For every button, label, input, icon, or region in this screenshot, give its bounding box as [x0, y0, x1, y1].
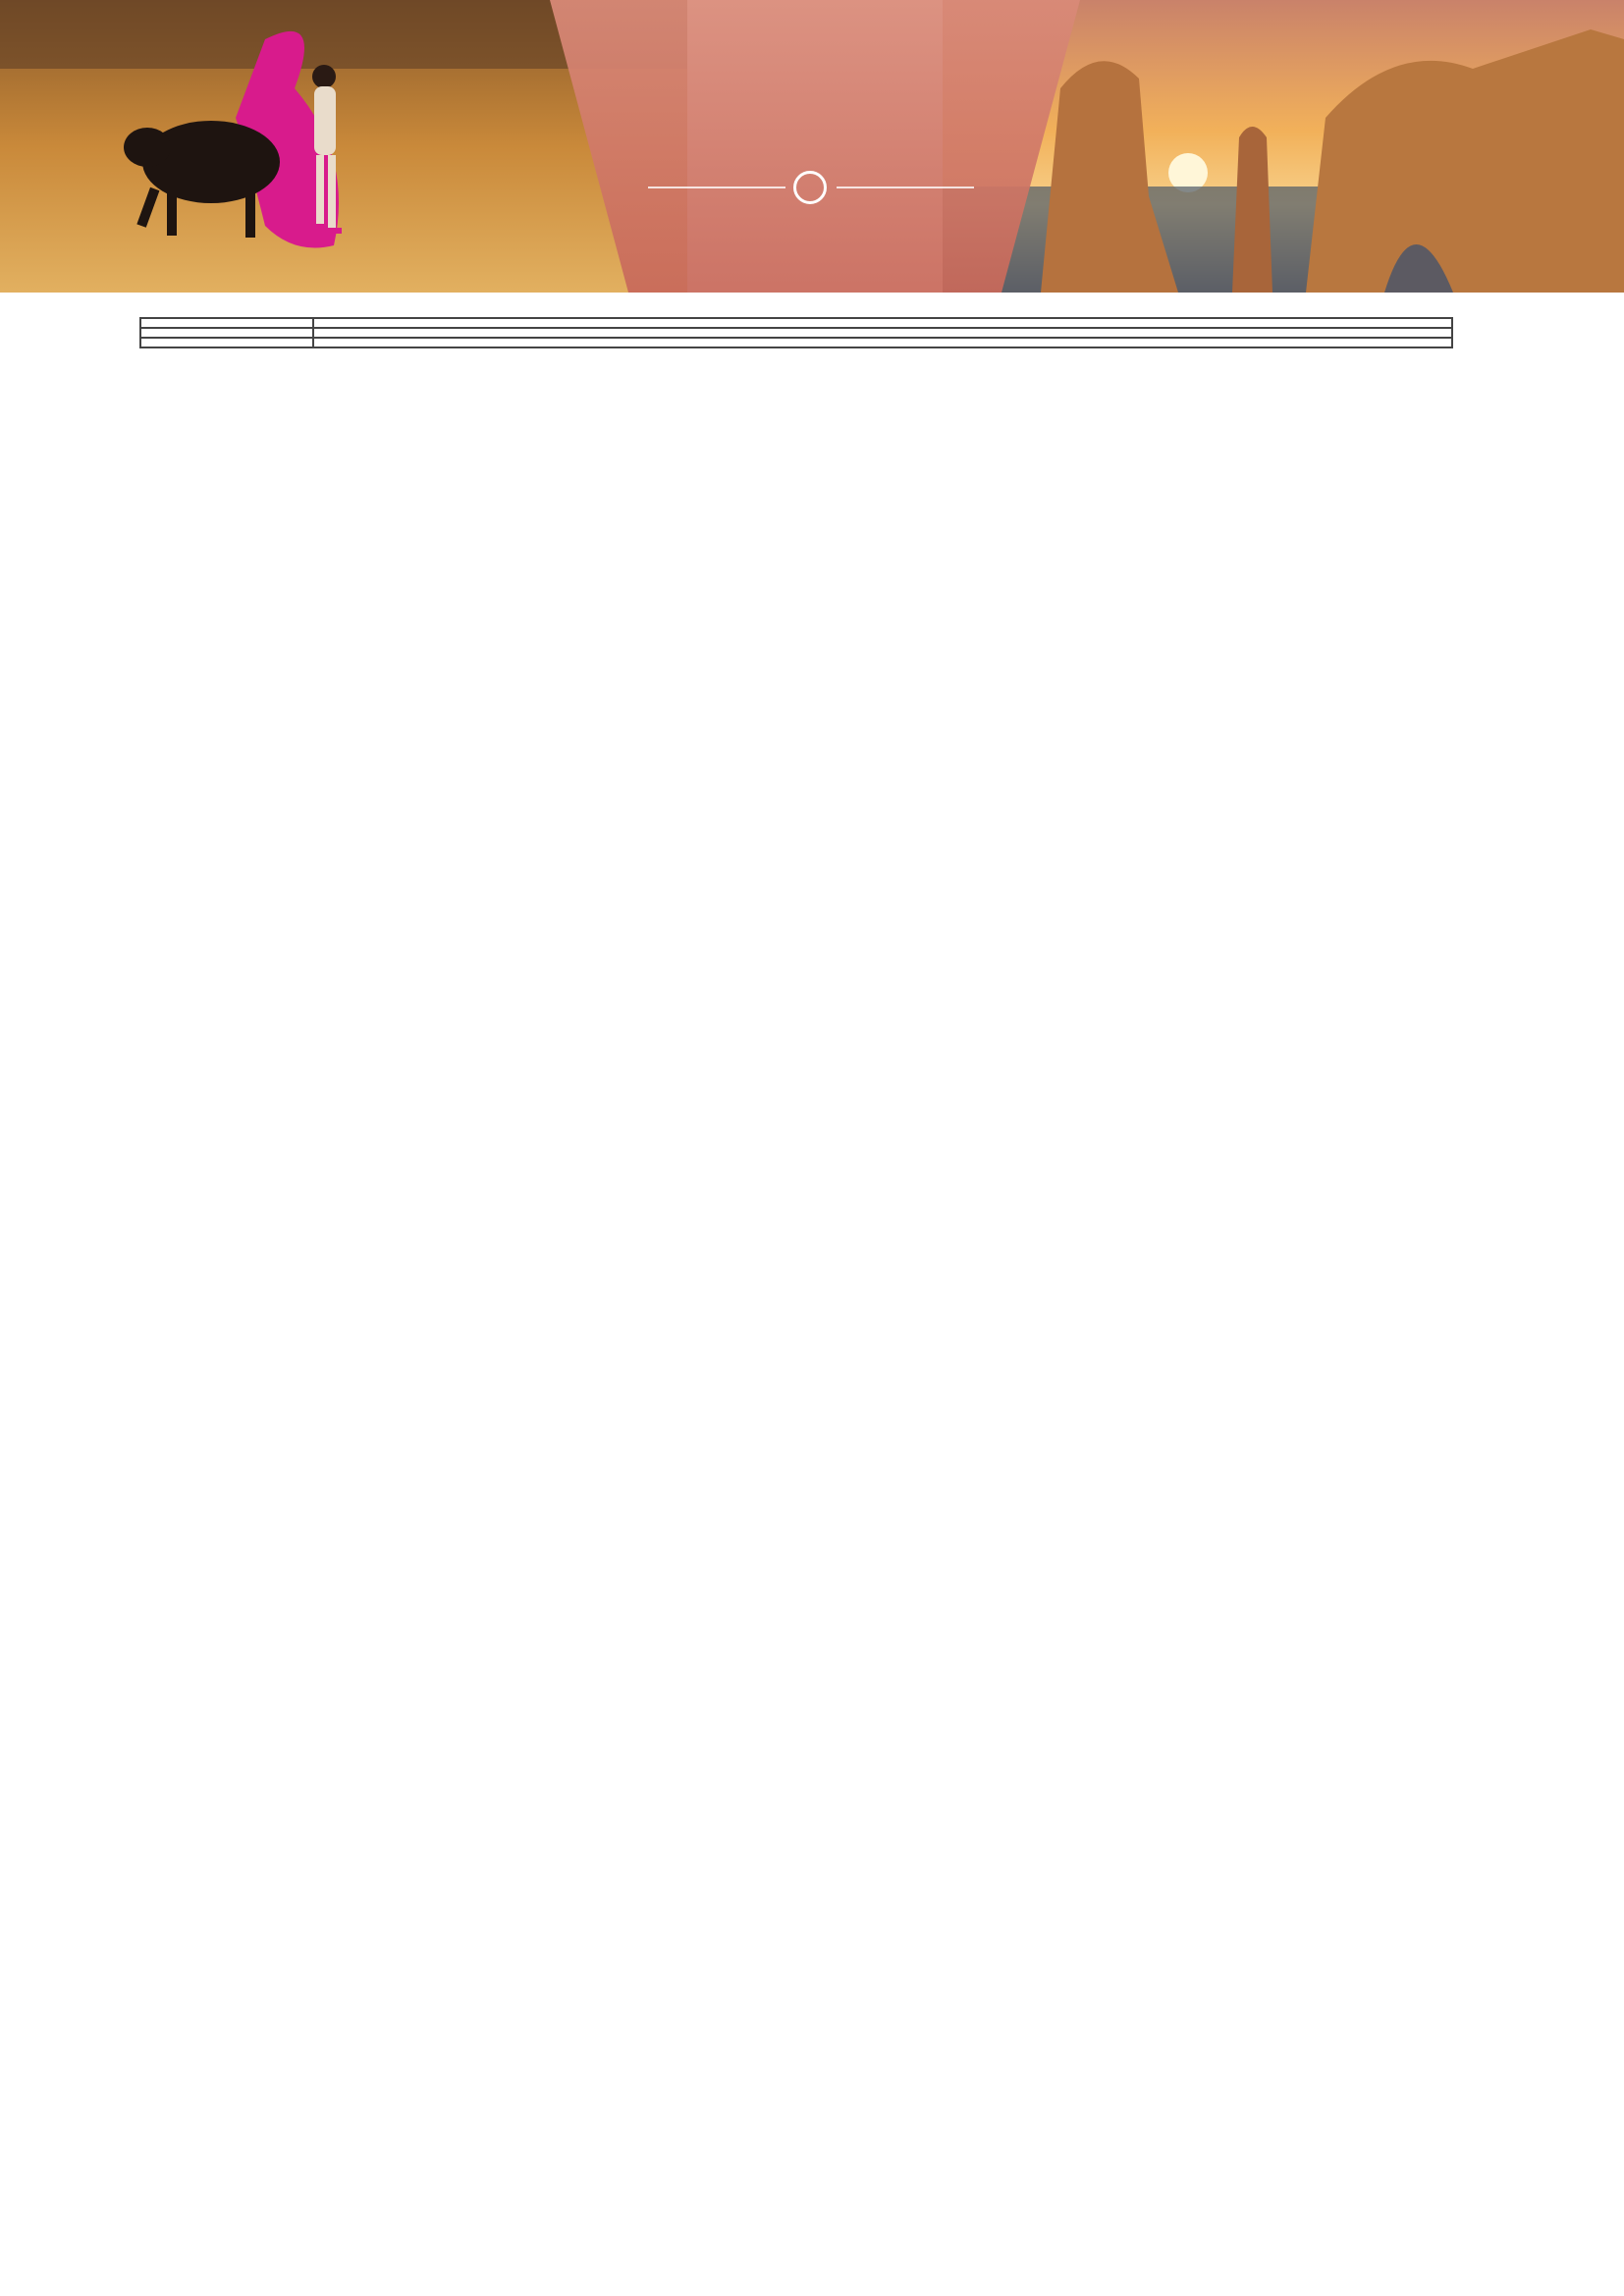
title-band [550, 0, 1080, 293]
header-banner [0, 0, 1624, 293]
table-row-damage [140, 318, 1452, 328]
booking-heading [140, 328, 313, 338]
empty-heading-cell [140, 318, 313, 328]
logo-emblem-icon [793, 171, 827, 204]
damage-fee-cell [313, 318, 1452, 328]
table-row-cancel [140, 338, 1452, 347]
notes-table [139, 317, 1453, 348]
cancel-terms-cell [313, 338, 1452, 347]
matador-figure [314, 86, 336, 155]
banner-divider-left [648, 187, 785, 188]
booking-notes-cell [313, 328, 1452, 338]
banner-illustration [0, 0, 1624, 293]
banner-divider-right [837, 187, 974, 188]
table-row-booking [140, 328, 1452, 338]
cancel-heading [140, 338, 313, 347]
